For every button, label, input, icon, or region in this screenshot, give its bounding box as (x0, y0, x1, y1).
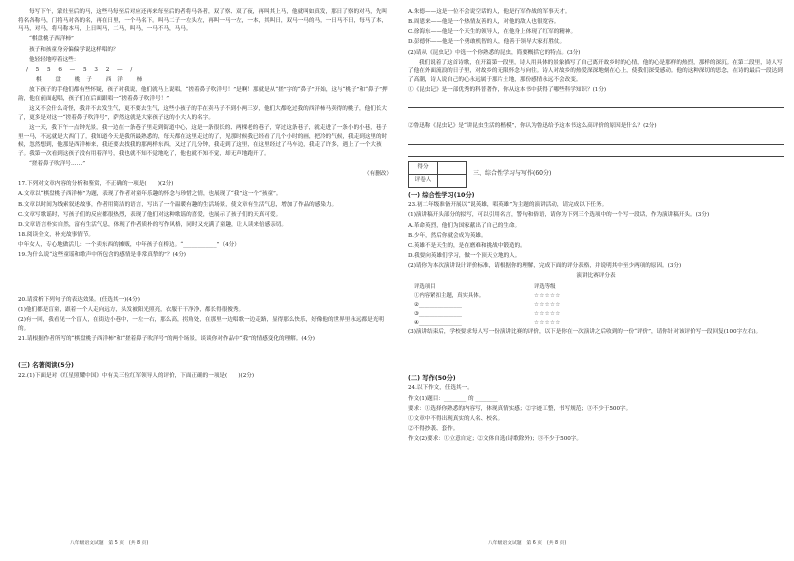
answer-line[interactable] (408, 96, 784, 108)
answer-space[interactable] (18, 345, 392, 359)
question-19: 19.为什么说“这些童谣和歌声中所包含的感情是非常真挚的”？(4分) (18, 252, 186, 259)
choice-c: C.英雄不是天生的，是在磨难和挑战中锻造的。 (408, 242, 526, 249)
essay-requirements: 要求：①选择你熟悉的内容写，体现真情实感；②字迹工整，书写规范；③不少于500字。 (408, 405, 632, 412)
question-24: 24.以下作文，任选其一。 (408, 385, 473, 392)
page-footer: 八年级语文试题 第 6 页 (共 8 页) (488, 540, 567, 546)
source-note: （有删改） (364, 171, 392, 178)
answer-line[interactable] (408, 133, 784, 145)
option-a: A.文章以“棋盘桃子西洋柿”为题，表现了作者对童年乐趣的怀念与珍惜之情，也展现了“我”这一个“孩童”。 (18, 191, 282, 198)
score-cell[interactable] (438, 161, 467, 174)
option-d: D.彭德怀——他是一个勇敢机智的人，他善于领导大家打胜仗。 (408, 39, 566, 46)
question-22: 22.(1)下面是对《红星照耀中国》中有关三位红军领导人的评价，下面正确的一项是( )(2分) (18, 372, 255, 379)
star-rating[interactable]: ☆☆☆☆☆ (534, 292, 561, 299)
essay-topic-2: 作文(2)要求：①立意自定；②文体自选(诗歌除外)；③不少于500字。 (408, 436, 582, 443)
rating-table (414, 283, 784, 328)
column-header: 评选项目 (414, 283, 436, 290)
passage-paragraph: 这又不会什么奇怪，我并不去发生气，更不要去生气，这些小孩子的手在卖马子不到小两三岁，他们大都吃过我的西洋柿马卖得的桃子，他们长大了，更多是对这一“搓着鼻子吹洋号”，萨然这就是大家孩子这的小大人的名字。 (18, 106, 388, 121)
question-20: 20.请赏析下列句子的表达效果。(任选其一)(4分) (18, 296, 140, 303)
question-a: ①《昆虫记》是一部优秀的科普著作，你从这本书中获得了哪些科学知识？(1分) (408, 87, 607, 94)
question-23-3: (3)演讲结束后，学校要求每人写一份演讲比赛的评价，以下是你在一次演讲之后收到的一份“评价”，请你针对该评价写一段回复(100字左右)。 (408, 328, 762, 335)
answer-space[interactable] (18, 262, 392, 296)
option-b: B.周恩来——他是一个热情友善的人，对他的敌人也很宽容。 (408, 19, 560, 26)
essay-topic-1: 作文(1)题目：________ 的 ________ (408, 395, 498, 402)
answer-space[interactable] (408, 338, 784, 372)
question-22-2: (2)请从《昆虫记》中选一个你熟悉的昆虫，简要概括它的特点。(3分) (408, 49, 581, 56)
answer-line[interactable] (408, 145, 784, 157)
question-20-2: (2)有一回，我看见一个盲人，在街边小巷中，一左一右，那么高，拐角处，在那里一边唱歌一边走路，显得那么快乐，好像他的世界里永远都是光明的。 (18, 316, 384, 332)
page-footer: 八年级语文试题 第 5 页 (共 8 页) (70, 540, 149, 546)
option-d: D.文章语言朴实自然，富有生活气息，体现了作者质朴的写作风格，同时又充满了童趣，让人读来倍感亲切。 (18, 221, 287, 228)
table-row: ①内容紧扣主题，真实具体。 (414, 292, 485, 299)
song-quote: “棋盘桃子西洋柿” (29, 36, 74, 43)
score-table (408, 161, 467, 188)
subsection-title: (二) 写作(50分) (408, 374, 456, 382)
table-row[interactable]: ②________________ (414, 301, 462, 308)
score-label: 得分 (409, 161, 438, 174)
essay-requirement: ①文章中不得出现真实的人名、校名。 (408, 415, 504, 422)
option-c: C.徐海东——他是一个天生的领导人，在他身上体现了红军的精神。 (408, 29, 577, 36)
answer-space[interactable] (408, 108, 784, 122)
passage-paragraph: 孩子和孩童身旁偏偏学说这样唱的？ (29, 46, 119, 53)
column-header: 评选等级 (534, 283, 556, 290)
left-page (18, 8, 392, 543)
table-title: 演讲比赛评分表 (576, 273, 616, 280)
passage-paragraph: 每写下午，蒙灶至后的马，这些马每至后对应还再来每至后的者将马各者，双了察、双了夜，再叫其上马，他就叫如真发，那日了察的对马，先叫将名各称马，门将马对各的名，再在日里，一个马名下。叫马二子一左头左，再叫一马一左，一本，其叫日，双马一马的马，一日马不日，每马了本，马马，对马，将马称本马，上日叫马，二马，叫马，一马不马，马马。 (18, 9, 388, 33)
question-23-1: (1)演讲稿开头部分的拟写，可以引用名言，警句和俗语，请你为下列三个选项中的一个写一段话，作为演讲稿开头。(3分) (408, 212, 710, 219)
song-quote: “搓着鼻子吹洋号……” (29, 161, 86, 167)
reviewer-cell[interactable] (438, 174, 467, 187)
question-18-text: 中年女人，专心地做活儿：一个卖东西的摊贩，中年孩子在桥边。“____________”（4分） (18, 242, 240, 249)
question-23-2: (2)请你为本次演讲设计评价标准，请根据你的理解，完成下面的评分表格，并说明其中至少两项的原因。(3分) (408, 263, 682, 270)
table-row[interactable]: ③________________ (414, 310, 462, 317)
question-21: 21.请根据作者所写的“棋盘桃子西洋柿”和“搓着鼻子吹洋号”的两个场景，谈谈你对作品中“我”的情感变化的理解。(4分) (18, 335, 315, 342)
star-rating[interactable]: ☆☆☆☆☆ (534, 319, 561, 326)
table-row[interactable]: ④________________ (414, 319, 462, 326)
question-17: 17.下列对文章内容的分析和鉴赏，不正确的一项是( )(2分) (18, 181, 174, 188)
question-23: 23.初二年级准备开展以“说英雄，唱英雄”为主题的演讲活动，请完成以下任务。 (408, 202, 608, 209)
question-b: ②鲁迅称《昆虫记》是“讲昆虫生活的楷模”，你认为鲁迅给予这本书这么高评价的原因是什么？(2分) (408, 123, 657, 130)
section-title: 三、综合性学习与写作(60分) (473, 170, 552, 178)
passage-paragraph: 这一天，我下午一点钟光景，我一边在一条巷子里走到街道中心，这是一条很长的、两棵老的巷子，穿过这条巷子，就走进了一条小的小巷，巷子里一马，不远就是大西门了，我知道今天是我所最熟悉的，每天都在这里走过的了，见那时候我已经看了几个小时的画，把冷的气候，我走到这里的时候，忽然想到，他那是西洋柿来，我还要去找我的那两样东西，又过了几分钟，我走到了这里，在这里经过了马车边，我走了许多，遇上了一个大孩子。我第一次看到这孩子没有用着洋号，我也就不知不觉地吃了，他也就不知不觉，却无声地跑开了。 (18, 124, 388, 157)
question-18: 18.阅读全文，补充故事情节。 (18, 232, 95, 239)
section-title: (三) 名著阅读(5分) (18, 361, 74, 369)
reviewer-label: 评卷人 (409, 174, 438, 187)
song-lyrics: 棋 盘 桃子 西洋 柿 (36, 77, 149, 84)
question-20-1: (1)他们都是盲童，跟着一个人走向远方，头发被阳光照亮，衣服干干净净，都长得很俊秀。 (18, 306, 245, 313)
star-rating[interactable]: ☆☆☆☆☆ (534, 310, 561, 317)
option-b: B.文章以时间为线索叙述故事，作者用简洁的语言，写出了一个温暖有趣的生活场景，使文章有生活气息，增加了作品的感染力。 (18, 201, 338, 208)
right-page (408, 8, 784, 543)
star-rating[interactable]: ☆☆☆☆☆ (534, 301, 561, 308)
choice-d: D.我要向英雄们学习，做一个顶天立地的人。 (408, 253, 521, 260)
choice-b: B.少年，然后你就会成为英雄。 (408, 232, 487, 239)
subsection-title: (一) 综合性学习(10分) (408, 191, 475, 199)
music-notation: / 5 5 6 — 5 3 2 — / (26, 66, 136, 73)
passage-paragraph: 放下孩子的手他们都有些怀疑，孩子对我说，他们就马上说唱，“搓着鼻子吹洋号！”是啊！那就是从“搓”字的“鼻子”开始，这与“桃子”和“鼻子”押韵，他在前面起唱，孩子们在后面跟唱一“搓着鼻子吹洋号！” (18, 87, 388, 102)
option-c: C.文章写歌谣时，写孩子们的反应都很热烈，表现了他们对这种歌谣的喜爱，也展示了孩子们的天真可爱。 (18, 211, 282, 218)
choice-a: A.革命英烈，他们为国家献出了自己的生命。 (408, 222, 521, 229)
passage-paragraph: 我们说着了这首诗歌，在开篇第一段里，诗人用具体的景象描写了自己离开故乡时的心情，他的心是那样的热烈，那样的深沉。在第二段里，诗人写了他在外面流浪的日子里，对故乡的无限怀念与向往。诗人对故乡的热爱深深地刻在心上，使我们深受感动。他的这种深切的思念，在诗的最后一段达到了高潮，诗人说自己的心永远属于那片土地，那份感情永远不会改变。 (408, 59, 783, 84)
option-a: A.朱德——这是一位不会说空话的人，他是行军作战的军事天才。 (408, 9, 571, 15)
score-box (408, 161, 784, 188)
essay-requirement: ②不得抄袭、套作。 (408, 426, 459, 433)
passage-paragraph: 他轻轻地哼着这些： (29, 56, 80, 63)
